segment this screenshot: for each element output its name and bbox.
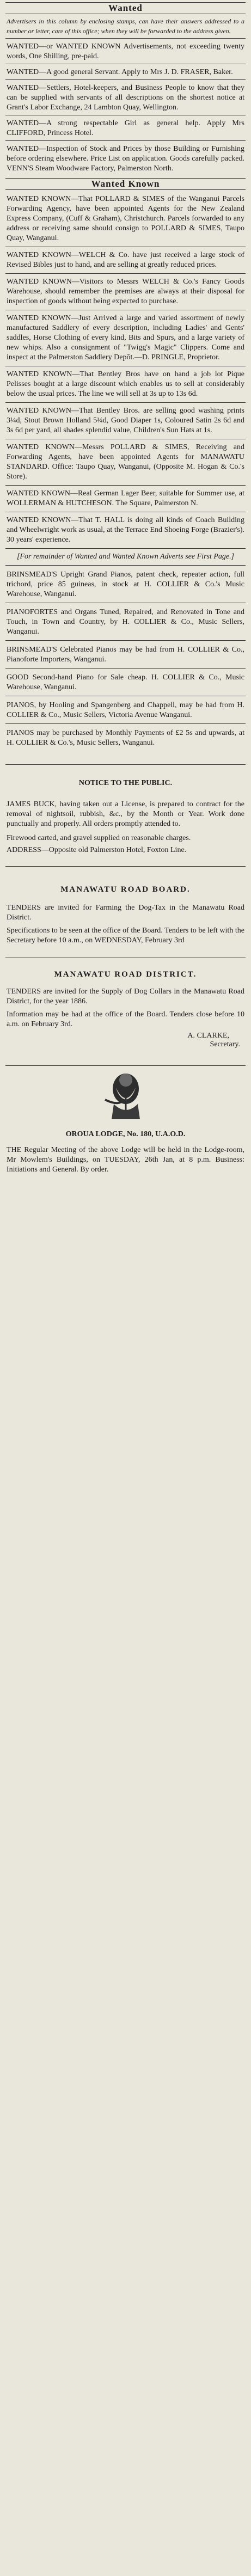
piano-ad: PIANOS may be purchased by Monthly Payments of £2 5s and upwards, at H. COLLIER & Co.'s, Music Sellers, Wanganui. [7,729,244,747]
wanted-notice: Advertisers in this column by enclosing stamps, can have their answers addressed to a number or letter, care of this office; when they will be forwarded to the address given. [7,17,244,35]
divider [5,866,246,867]
wanted-known-ad: WANTED KNOWN—Messrs POLLARD & SIMES, Receiving and Forwarding Agents, have been appointed Agents for MANAWATU STANDARD. Office: Taupo Quay, Wanganui, (Opposite M. Hogan & Co.'s Store). [7,443,244,481]
piano-ad: PIANOS, by Hooling and Spangenberg and Chappell, may be had from H. COLLIER & Co., Music Sellers, Victoria Avenue Wanganui. [7,701,244,719]
lodge-heading: OROUA LODGE, No. 180, U.A.O.D. [65,1130,186,1138]
board-body: TENDERS are invited for Farming the Dog-Tax in the Manawatu Road District. [7,904,244,922]
signature-name: A. CLARKE, [187,1032,229,1040]
signature-title: Secretary. [210,1040,240,1048]
divider [5,189,246,190]
wanted-known-ad: WANTED KNOWN—That POLLARD & SIMES of the Wanganui Parcels Forwarding Agency, have been appointed Agents for the New Zealand Express Company, (Cuff & Graham), Christchurch. Parcels forwarded to any address or receiving same should consign to POLLARD & SIMES, Taupo Quay, Wanganui. [7,195,244,242]
wanted-known-ad: WANTED KNOWN—That Bentley Bros. are selling good washing prints 3¼d, Stout Brown Holland 5¼d, Good Diaper 1s, Coloured Satin 2s 6d and 3s 6d per yard, all shades splendid value, Children's Sun Hats at 1s. [7,407,244,434]
notice-firewood: Firewood carted, and gravel supplied on reasonable charges. [7,834,191,842]
wanted-known-ad: WANTED KNOWN—WELCH & Co. have just received a large stock of Revised Bibles just to hand, and are selling at greatly reduced prices. [7,251,244,269]
wanted-ad: WANTED—Inspection of Stock and Prices by those Building or Furnishing before ordering elsewhere. Price List on application. Goods carefully packed. VENN'S Steam Woodware Factory, Palmerston North. [7,145,244,173]
divider [5,402,246,403]
piano-ad: BRINSMEAD'S Upright Grand Pianos, patent check, repeater action, full trichord, price 85 guineas, in stock at H. COLLIER & Co.'s Music Warehouse, Wanganui. [7,571,244,598]
wanted-known-ad: WANTED KNOWN—Visitors to Messrs WELCH & Co.'s Fancy Goods Warehouse, should remember the premises are always at their disposal for inspection of goods without being expected to purchase. [7,278,244,305]
divider [5,140,246,141]
divider [5,565,246,566]
wanted-known-ad: WANTED KNOWN—That T. HALL is doing all kinds of Coach Building and Wheelwright work as usual, at the Terrace End Shoeing Forge (Brazier's). 30 years' experience. [7,516,244,544]
wanted-ad: WANTED—A strong respectable Girl as general help. Apply Mrs CLIFFORD, Princess Hotel. [7,119,244,137]
divider [5,38,246,39]
wanted-ad: WANTED—or WANTED KNOWN Advertisements, not exceeding twenty words, One Shilling, pre-paid. [7,42,244,60]
divider [5,548,246,549]
notice-heading: NOTICE TO THE PUBLIC. [78,779,173,787]
wanted-known-ad: WANTED KNOWN—Just Arrived a large and varied assortment of newly manufactured Saddlery of every description, including Ladies' and Gents' saddles, Horse Clothing of every kind, Bits and Spurs, and a large variety of new whips. Also a consignment of "Twigg's Magic" Clippers. Come and inspect at the Palmerston Saddlery Depôt.—D. PRINGLE, Proprietor. [7,314,244,361]
wanted-known-ad: WANTED KNOWN—That Bentley Bros have on hand a job lot Pique Pelisses bought at a large discount which enables us to sell at considerably below the usual prices. The line we will sell at 3s up to 13s 6d. [7,370,244,398]
divider [5,485,246,486]
druid-emblem-icon [100,1066,152,1120]
divider [5,273,246,274]
piano-ad: GOOD Second-hand Piano for Sale cheap. H. COLLIER & Co., Music Warehouse, Wanganui. [7,673,244,691]
wanted-footnote: [For remainder of Wanted and Wanted Known Adverts see First Page.] [16,553,235,561]
district-body: TENDERS are invited for the Supply of Dog Collars in the Manawatu Road District, for the year 1886. [7,988,244,1005]
notice-body: JAMES BUCK, having taken out a License, is prepared to contract for the removal of nightsoil, rubbish, &c., by the Month or Year. Work done punctually and properly. All orders promptly attended to. [7,800,244,828]
manawatu-district-heading: MANAWATU ROAD DISTRICT. [54,970,197,979]
piano-ad: PIANOFORTES and Organs Tuned, Repaired, and Renovated in Tone and Touch, in Town and Country, by H. COLLIER & Co., Music Sellers, Wanganui. [7,608,244,636]
divider [5,640,246,641]
board-body-2: Specifications to be seen at the office of the Board. Tenders to be left with the Secretary before 10 a.m., on WEDNESDAY, February 3rd [7,927,244,944]
wanted-ad: WANTED—Settlers, Hotel-keepers, and Business People to know that they can be supplied with servants of all descriptions on the shortest notice at Grant's Labor Exchange, 24 Lambton Quay, Wellington. [7,84,244,112]
district-body-2: Information may be had at the office of the Board. Tenders close before 10 a.m. on February 3rd. [7,1010,244,1028]
wanted-known-heading: Wanted Known [91,179,160,189]
advertisement-column [5,0,246,1175]
notice-address: ADDRESS—Opposite old Palmerston Hotel, Foxton Line. [7,846,187,854]
piano-ad: BRINSMEAD'S Celebrated Pianos may be had from H. COLLIER & Co., Pianoforte Importers, Wanganui. [7,646,244,664]
divider [5,79,246,80]
divider [5,723,246,724]
wanted-heading: Wanted [108,3,143,13]
wanted-known-ad: WANTED KNOWN—Real German Lager Beer, suitable for Summer use, at WOLLERMAN & HUTCHESON. The Square, Palmerston N. [7,489,244,507]
manawatu-board-heading: MANAWATU ROAD BOARD. [60,885,191,894]
lodge-body: THE Regular Meeting of the above Lodge will be held in the Lodge-room, Mr Mowlem's Buildings, on TUESDAY, 26th Jan, at 8 p.m. Business: Initiations and General. By order. [7,1146,244,1174]
divider [5,764,246,765]
wanted-ad: WANTED—A good general Servant. Apply to Mrs J. D. FRASER, Baker. [7,68,233,76]
